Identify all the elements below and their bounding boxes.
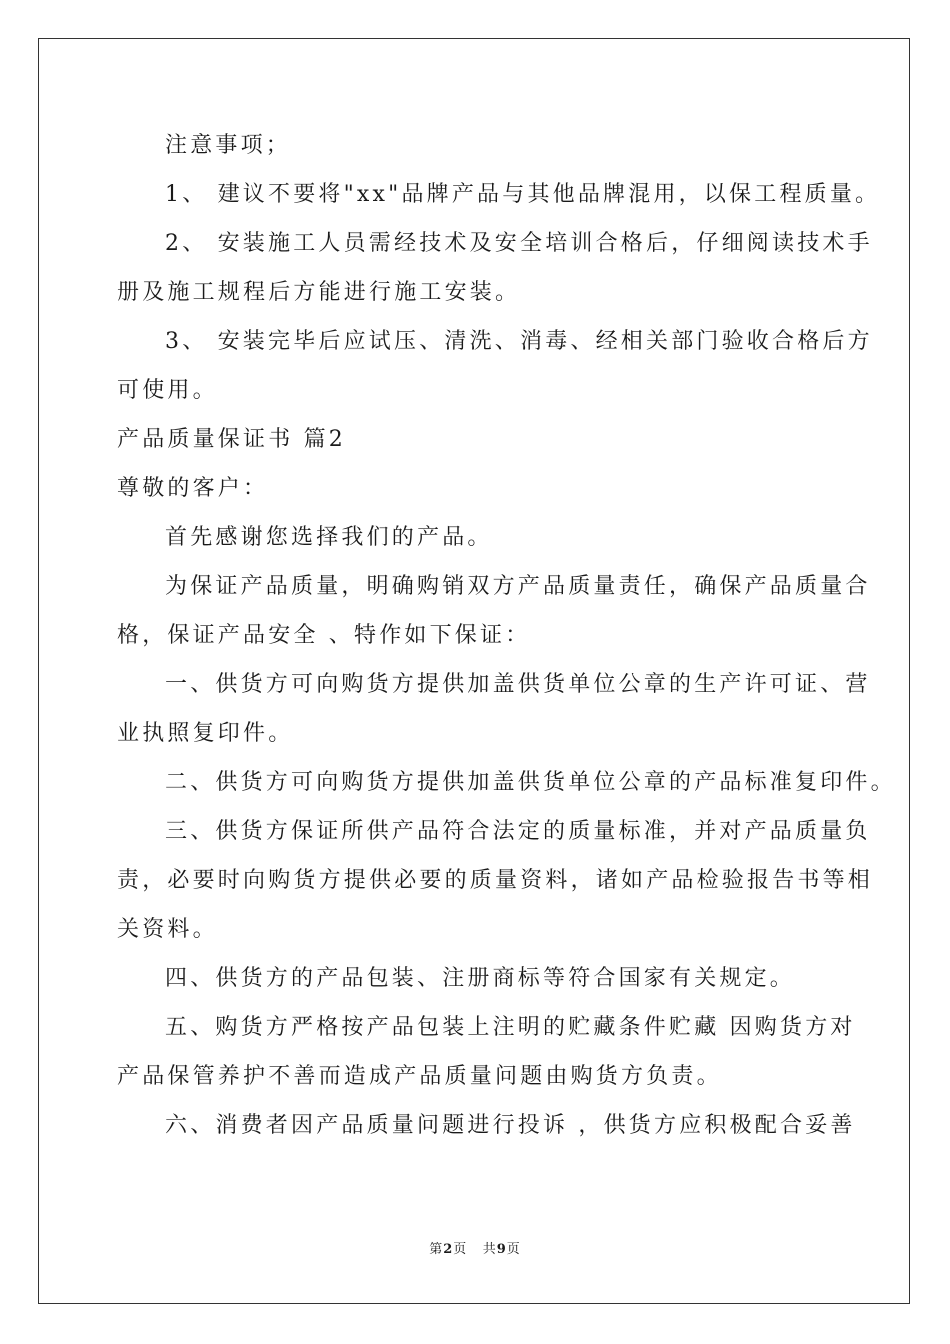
paragraph-line: 六、消费者因产品质量问题进行投诉 ，供货方应积极配合妥善	[165, 1113, 856, 1138]
paragraph-line: 二、供货方可向购货方提供加盖供货单位公章的产品标准复印件。	[165, 770, 896, 795]
salutation: 尊敬的客户：	[117, 476, 269, 501]
paragraph-line: 3、 安装完毕后应试压、清洗、消毒、经相关部门验收合格后方	[165, 329, 873, 354]
page-suffix: 页	[453, 1242, 468, 1257]
total-pages: 9	[496, 1242, 507, 1257]
paragraph-line: 五、购货方严格按产品包装上注明的贮藏条件贮藏 因购货方对	[165, 1015, 856, 1040]
paragraph-line: 册及施工规程后方能进行施工安装。	[117, 280, 521, 305]
section-title: 产品质量保证书 篇2	[117, 427, 346, 452]
paragraph-line: 格，保证产品安全 、特作如下保证：	[117, 623, 531, 648]
total-prefix: 共	[482, 1242, 497, 1257]
total-suffix: 页	[506, 1242, 521, 1257]
paragraph-line: 为保证产品质量，明确购销双方产品质量责任，确保产品质量合	[165, 574, 871, 599]
paragraph-line: 2、 安装施工人员需经技术及安全培训合格后，仔细阅读技术手	[165, 231, 873, 256]
document-body	[117, 126, 896, 1155]
paragraph-line: 1、 建议不要将"xx"品牌产品与其他品牌混用，以保工程质量。	[165, 182, 881, 207]
page-prefix: 第	[429, 1242, 444, 1257]
paragraph-line: 注意事项；	[165, 133, 292, 158]
paragraph-line: 四、供货方的产品包装、注册商标等符合国家有关规定。	[165, 966, 796, 991]
page-footer	[0, 1238, 950, 1257]
paragraph-line: 三、供货方保证所供产品符合法定的质量标准，并对产品质量负	[165, 819, 871, 844]
paragraph-line: 关资料。	[117, 917, 218, 942]
paragraph-line: 业执照复印件。	[117, 721, 294, 746]
page-number: 2	[443, 1242, 454, 1257]
paragraph-line: 责，必要时向购货方提供必要的质量资料，诸如产品检验报告书等相	[117, 868, 874, 893]
paragraph-line: 可使用。	[117, 378, 218, 403]
paragraph-line: 产品保管养护不善而造成产品质量问题由购货方负责。	[117, 1064, 722, 1089]
paragraph-line: 首先感谢您选择我们的产品。	[165, 525, 493, 550]
paragraph-line: 一、供货方可向购货方提供加盖供货单位公章的生产许可证、营	[165, 672, 871, 697]
